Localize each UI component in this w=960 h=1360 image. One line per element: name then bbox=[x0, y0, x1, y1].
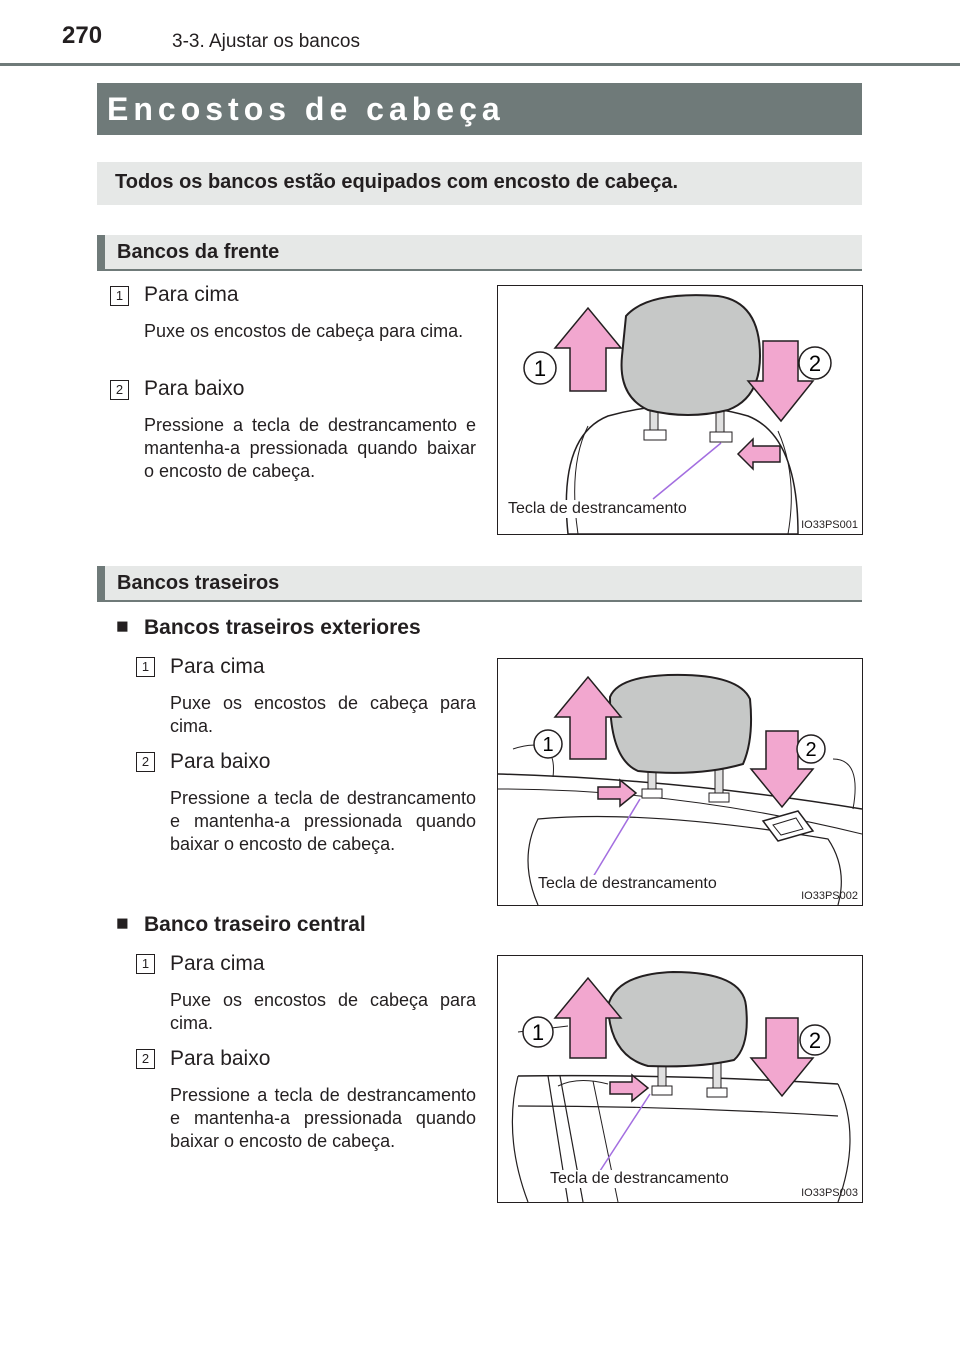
front-headrest-illustration bbox=[498, 286, 862, 534]
outer-step-2-number: 2 bbox=[136, 752, 155, 772]
figure-callout-1: 1 bbox=[531, 1020, 545, 1045]
front-step-1-title: Para cima bbox=[144, 283, 239, 306]
front-step-2-title: Para baixo bbox=[144, 377, 245, 400]
intro-box bbox=[97, 162, 862, 205]
up-arrow-icon bbox=[555, 978, 621, 1058]
center-step-2-desc: Pressione a tecla de destrancamento e mantenha-a pressionada quando baixar o encosto de cabeça. bbox=[170, 1085, 476, 1151]
front-step-1-number: 1 bbox=[110, 286, 129, 306]
up-arrow-icon bbox=[555, 308, 621, 391]
outer-step-1-title: Para cima bbox=[170, 655, 265, 678]
outer-rear-subtitle: Bancos traseiros exteriores bbox=[144, 616, 421, 639]
outer-rear-headrest-figure bbox=[497, 658, 863, 906]
figure-callout-2: 2 bbox=[808, 1028, 822, 1053]
figure-code: IO33PS003 bbox=[801, 1187, 858, 1199]
center-step-2-title: Para baixo bbox=[170, 1047, 271, 1070]
center-rear-subtitle: Banco traseiro central bbox=[144, 913, 366, 936]
figure-callout-2: 2 bbox=[805, 739, 817, 761]
center-step-2-number: 2 bbox=[136, 1049, 155, 1069]
figure-callout-1: 1 bbox=[542, 734, 554, 756]
outer-step-1-number: 1 bbox=[136, 657, 155, 677]
front-step-2-desc: Pressione a tecla de destrancamento e mantenha-a pressionada quando baixar o encosto de cabeça. bbox=[144, 415, 476, 481]
push-arrow-icon bbox=[610, 1075, 648, 1101]
section-reference: 3-3. Ajustar os bancos bbox=[172, 31, 360, 52]
figure-caption: Tecla de destrancamento bbox=[538, 875, 717, 892]
center-rear-headrest-illustration bbox=[498, 956, 862, 1202]
page-number: 270 bbox=[62, 22, 103, 49]
center-step-1-desc: Puxe os encostos de cabeça para cima. bbox=[170, 990, 476, 1033]
outer-step-2-desc: Pressione a tecla de destrancamento e mantenha-a pressionada quando baixar o encosto de cabeça. bbox=[170, 788, 476, 854]
outer-step-2-title: Para baixo bbox=[170, 750, 271, 773]
header-rule bbox=[0, 63, 960, 66]
figure-code: IO33PS001 bbox=[801, 519, 858, 531]
outer-rear-headrest-illustration bbox=[498, 659, 862, 905]
rear-seats-heading-bar bbox=[97, 566, 862, 602]
pointer-line bbox=[593, 799, 640, 877]
title-bar bbox=[97, 83, 862, 135]
push-arrow-icon bbox=[598, 780, 636, 806]
intro-text: Todos os bancos estão equipados com encosto de cabeça. bbox=[115, 171, 679, 193]
figure-code: IO33PS002 bbox=[801, 890, 858, 902]
figure-caption: Tecla de destrancamento bbox=[508, 500, 687, 517]
front-step-1-desc: Puxe os encostos de cabeça para cima. bbox=[144, 321, 464, 341]
rear-seats-heading: Bancos traseiros bbox=[117, 572, 280, 594]
front-step-2-number: 2 bbox=[110, 380, 129, 400]
figure-callout-2: 2 bbox=[808, 351, 822, 376]
square-bullet-icon: ■ bbox=[116, 615, 129, 638]
front-headrest-figure bbox=[497, 285, 863, 535]
center-rear-headrest-figure bbox=[497, 955, 863, 1203]
figure-callout-1: 1 bbox=[533, 356, 547, 381]
center-step-1-number: 1 bbox=[136, 954, 155, 974]
square-bullet-icon: ■ bbox=[116, 912, 129, 935]
front-seats-heading: Bancos da frente bbox=[117, 241, 280, 263]
outer-step-1-desc: Puxe os encostos de cabeça para cima. bbox=[170, 693, 476, 736]
center-step-1-title: Para cima bbox=[170, 952, 265, 975]
front-seats-heading-bar bbox=[97, 235, 862, 271]
page-title: Encostos de cabeça bbox=[107, 91, 505, 127]
figure-caption: Tecla de destrancamento bbox=[550, 1170, 729, 1187]
pointer-line bbox=[598, 1094, 650, 1174]
